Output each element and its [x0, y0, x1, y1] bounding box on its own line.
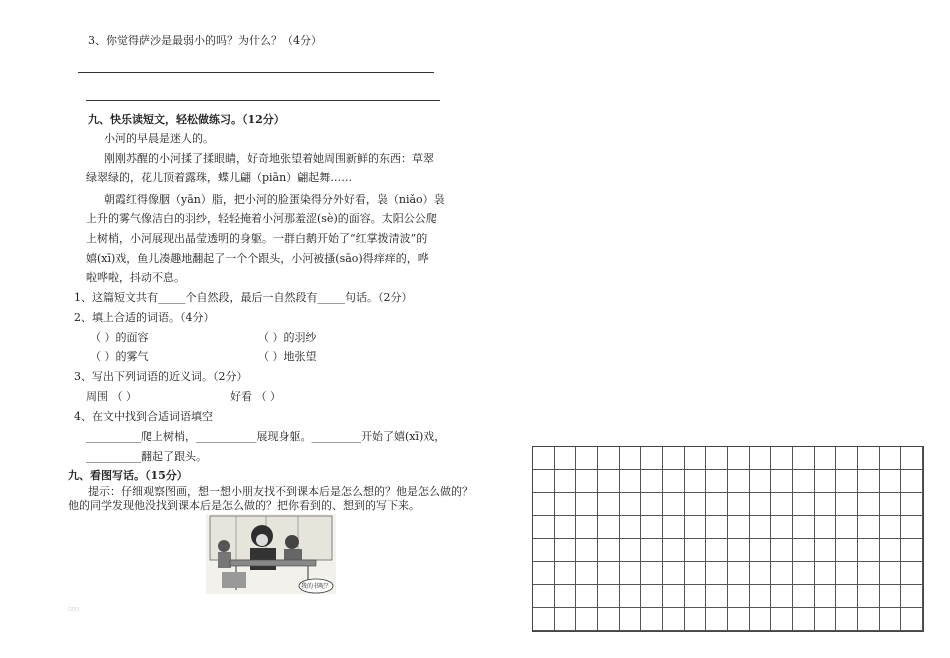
grid-cell: [641, 516, 663, 539]
grid-cell: [793, 470, 815, 493]
grid-cell: [858, 539, 880, 562]
grid-cell: [706, 539, 728, 562]
passage-line: 啦哗啦，抖动不息。: [86, 271, 185, 284]
grid-cell: [706, 585, 728, 608]
grid-cell: [750, 562, 772, 585]
grid-cell: [555, 608, 577, 631]
grid-cell: [533, 470, 555, 493]
grid-cell: [728, 585, 750, 608]
grid-cell: [793, 562, 815, 585]
grid-cell: [880, 493, 902, 516]
grid-cell: [880, 539, 902, 562]
fill-blank: （ ）的雾气: [90, 350, 149, 363]
grid-cell: [598, 608, 620, 631]
grid-cell: [880, 516, 902, 539]
grid-cell: [620, 516, 642, 539]
grid-cell: [620, 493, 642, 516]
grid-cell: [793, 493, 815, 516]
grid-cell: [901, 493, 923, 516]
grid-cell: [576, 447, 598, 470]
grid-cell: [641, 470, 663, 493]
grid-cell: [880, 470, 902, 493]
grid-cell: [750, 585, 772, 608]
grid-cell: [858, 470, 880, 493]
grid-cell: [598, 562, 620, 585]
grid-cell: [771, 608, 793, 631]
exercise-4-line: __________爬上树梢，___________展现身躯。_________开始了嬉(xī)戏，: [86, 430, 446, 443]
grid-cell: [576, 585, 598, 608]
grid-cell: [771, 470, 793, 493]
grid-cell: [555, 447, 577, 470]
grid-cell: [728, 562, 750, 585]
passage-line: 刚刚苏醒的小河揉了揉眼睛，好奇地张望着她周围新鲜的东西：草翠: [104, 152, 434, 165]
grid-cell: [620, 447, 642, 470]
grid-cell: [576, 516, 598, 539]
exercise-1: 1、这篇短文共有_____个自然段，最后一自然段有_____句话。（2分）: [74, 291, 413, 304]
grid-cell: [880, 562, 902, 585]
grid-cell: [620, 539, 642, 562]
grid-cell: [815, 447, 837, 470]
answer-line-1: [78, 72, 434, 73]
fill-blank: （ ）的羽纱: [258, 331, 317, 344]
fill-blank: （ ）的面容: [90, 331, 149, 344]
grid-cell: [641, 539, 663, 562]
passage-title: 小河的早晨是迷人的。: [104, 132, 214, 145]
question-3: 3、你觉得萨沙是最弱小的吗？为什么？（4分）: [88, 34, 322, 47]
grid-cell: [815, 516, 837, 539]
grid-cell: [555, 470, 577, 493]
grid-cell: [771, 539, 793, 562]
grid-cell: [901, 608, 923, 631]
grid-cell: [620, 608, 642, 631]
watermark: ▢▢▢: [68, 606, 80, 611]
grid-cell: [836, 493, 858, 516]
synonym-blank: 好看 （ ）: [230, 390, 281, 403]
grid-cell: [663, 493, 685, 516]
grid-cell: [793, 608, 815, 631]
grid-cell: [685, 585, 707, 608]
grid-cell: [533, 447, 555, 470]
passage-line: 上升的雾气像洁白的羽纱，轻轻掩着小河那羞涩(sè)的面容。太阳公公爬: [86, 212, 437, 225]
grid-cell: [555, 539, 577, 562]
grid-cell: [836, 562, 858, 585]
grid-cell: [771, 516, 793, 539]
grid-cell: [793, 516, 815, 539]
grid-cell: [663, 470, 685, 493]
grid-cell: [901, 516, 923, 539]
grid-cell: [901, 470, 923, 493]
grid-cell: [533, 562, 555, 585]
grid-cell: [728, 608, 750, 631]
grid-cell: [641, 608, 663, 631]
grid-cell: [533, 608, 555, 631]
grid-cell: [858, 562, 880, 585]
grid-cell: [836, 539, 858, 562]
grid-cell: [576, 608, 598, 631]
grid-cell: [728, 493, 750, 516]
grid-cell: [641, 562, 663, 585]
grid-cell: [663, 562, 685, 585]
grid-cell: [555, 516, 577, 539]
exercise-4-line: __________翻起了跟头。: [86, 450, 207, 463]
grid-cell: [641, 447, 663, 470]
grid-cell: [771, 562, 793, 585]
grid-cell: [815, 493, 837, 516]
grid-cell: [858, 516, 880, 539]
grid-cell: [728, 516, 750, 539]
grid-cell: [706, 493, 728, 516]
grid-cell: [836, 516, 858, 539]
grid-cell: [750, 539, 772, 562]
section-9-heading: 九、快乐读短文，轻松做练习。（12分）: [88, 113, 285, 126]
grid-cell: [706, 447, 728, 470]
classroom-illustration: [206, 514, 336, 594]
grid-cell: [750, 516, 772, 539]
grid-cell: [836, 447, 858, 470]
grid-cell: [598, 493, 620, 516]
passage-line: 嬉(xī)戏，鱼儿凑趣地翻起了一个个跟头，小河被搔(sāo)得痒痒的，哗: [86, 252, 429, 265]
exercise-2-stem: 2、填上合适的词语。（4分）: [74, 311, 215, 324]
passage-line: 上树梢，小河展现出晶莹透明的身躯。一群白鹅开始了“红掌拨清波”的: [86, 232, 428, 245]
grid-cell: [685, 493, 707, 516]
grid-cell: [771, 447, 793, 470]
grid-cell: [598, 539, 620, 562]
exercise-4-stem: 4、在文中找到合适词语填空: [74, 410, 213, 423]
grid-cell: [685, 516, 707, 539]
writing-hint: 他的同学发现他没找到课本后是怎么做的？把你看到的、想到的写下来。: [68, 499, 420, 512]
grid-cell: [620, 562, 642, 585]
grid-cell: [901, 562, 923, 585]
grid-cell: [793, 539, 815, 562]
grid-cell: [858, 493, 880, 516]
grid-cell: [858, 585, 880, 608]
grid-cell: [815, 585, 837, 608]
grid-cell: [641, 493, 663, 516]
grid-cell: [641, 585, 663, 608]
grid-cell: [555, 585, 577, 608]
writing-grid: [532, 446, 924, 632]
grid-cell: [685, 562, 707, 585]
grid-cell: [750, 470, 772, 493]
grid-cell: [706, 470, 728, 493]
grid-cell: [576, 470, 598, 493]
grid-cell: [555, 493, 577, 516]
speech-bubble-text: 我的书呢？: [300, 583, 332, 590]
writing-heading: 九、看图写话。（15分）: [68, 469, 188, 482]
grid-cell: [533, 516, 555, 539]
grid-cell: [793, 585, 815, 608]
grid-cell: [706, 608, 728, 631]
grid-cell: [706, 516, 728, 539]
grid-cell: [858, 608, 880, 631]
grid-cell: [815, 608, 837, 631]
grid-cell: [620, 585, 642, 608]
grid-cell: [533, 539, 555, 562]
grid-cell: [901, 539, 923, 562]
grid-cell: [598, 470, 620, 493]
grid-cell: [685, 539, 707, 562]
fill-blank: （ ）地张望: [258, 350, 317, 363]
grid-cell: [858, 447, 880, 470]
grid-cell: [533, 493, 555, 516]
grid-cell: [706, 562, 728, 585]
exercise-3-stem: 3、写出下列词语的近义词。（2分）: [74, 370, 248, 383]
grid-cell: [620, 470, 642, 493]
answer-line-2: [86, 100, 440, 101]
grid-cell: [685, 470, 707, 493]
grid-cell: [598, 585, 620, 608]
grid-cell: [771, 493, 793, 516]
grid-cell: [750, 447, 772, 470]
passage-line: 朝霞红得像胭（yān）脂，把小河的脸蛋染得分外好看，袅（niǎo）袅: [104, 193, 445, 206]
grid-cell: [836, 585, 858, 608]
grid-cell: [728, 539, 750, 562]
grid-cell: [901, 447, 923, 470]
synonym-blank: 周围 （ ）: [86, 390, 137, 403]
grid-cell: [880, 585, 902, 608]
grid-cell: [663, 608, 685, 631]
grid-cell: [901, 585, 923, 608]
grid-cell: [555, 562, 577, 585]
grid-cell: [685, 608, 707, 631]
grid-cell: [576, 539, 598, 562]
grid-cell: [836, 608, 858, 631]
grid-cell: [836, 470, 858, 493]
grid-cell: [880, 608, 902, 631]
grid-cell: [750, 608, 772, 631]
grid-cell: [576, 562, 598, 585]
grid-cell: [793, 447, 815, 470]
grid-cell: [815, 562, 837, 585]
grid-cell: [598, 447, 620, 470]
grid-cell: [663, 516, 685, 539]
grid-cell: [663, 447, 685, 470]
grid-cell: [576, 493, 598, 516]
grid-cell: [815, 539, 837, 562]
writing-hint: 提示：仔细观察图画，想一想小朋友找不到课本后是怎么想的？他是怎么做的？: [88, 485, 473, 498]
grid-cell: [663, 585, 685, 608]
grid-cell: [728, 470, 750, 493]
grid-cell: [685, 447, 707, 470]
grid-cell: [750, 493, 772, 516]
grid-cell: [771, 585, 793, 608]
grid-cell: [880, 447, 902, 470]
grid-cell: [728, 447, 750, 470]
grid-cell: [663, 539, 685, 562]
grid-cell: [533, 585, 555, 608]
grid-cell: [815, 470, 837, 493]
grid-cell: [598, 516, 620, 539]
passage-line: 绿翠绿的，花儿顶着露珠，蝶儿翩（piān）翩起舞……: [86, 171, 353, 184]
